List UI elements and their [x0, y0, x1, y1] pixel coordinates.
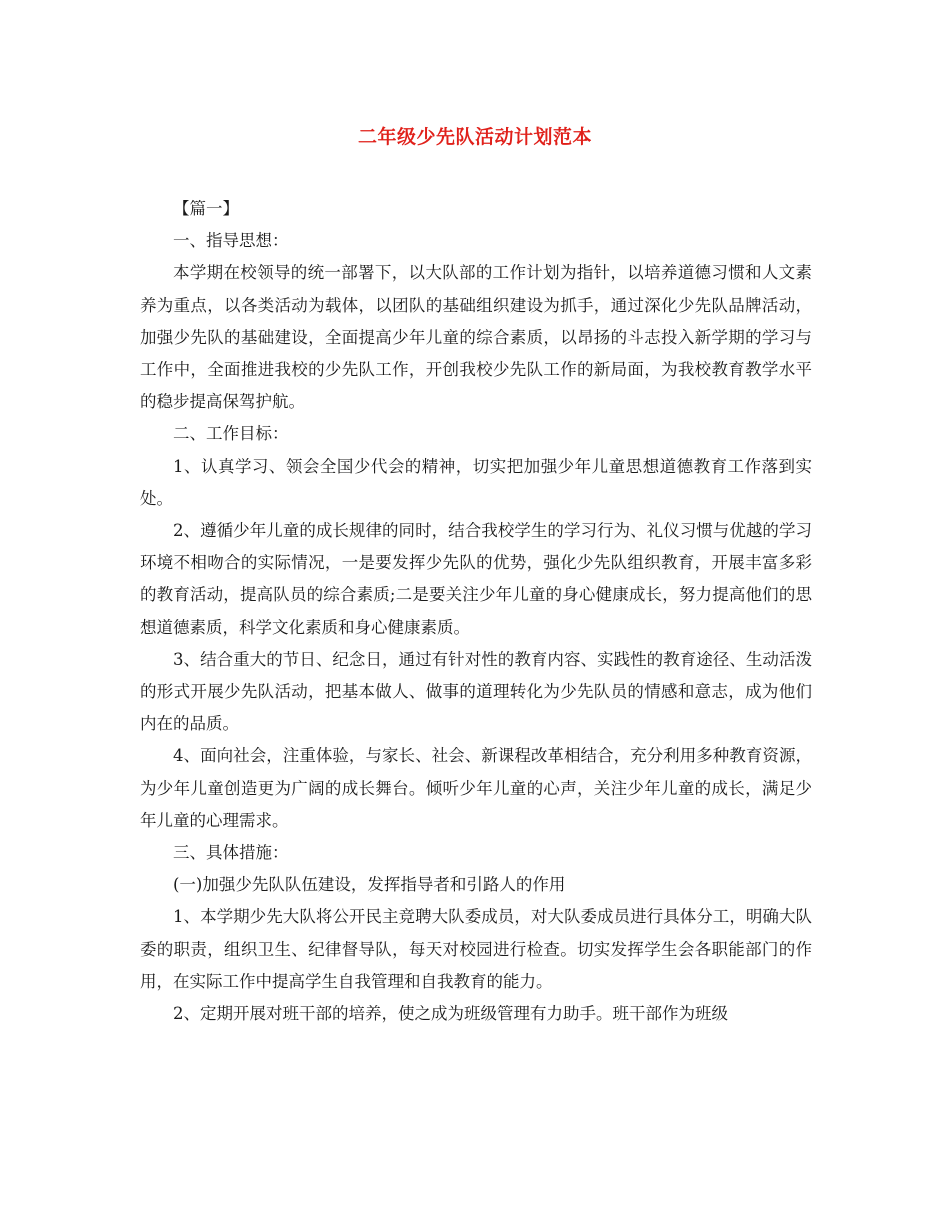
- document-title: 二年级少先队活动计划范本: [357, 126, 592, 148]
- paragraph-goal-4: 4、面向社会，注重体验，与家长、社会、新课程改革相结合，充分利用多种教育资源，为少年儿童创造更为广阔的成长舞台。倾听少年儿童的心声，关注少年儿童的成长，满足少年儿童的心理需求。: [140, 746, 812, 830]
- section-marker: 【篇一】: [173, 199, 239, 218]
- subheading-measure-1: (一)加强少先队队伍建设，发挥指导者和引路人的作用: [173, 875, 566, 895]
- paragraph-goal-3: 3、结合重大的节日、纪念日，通过有针对性的教育内容、实践性的教育途径、生动活泼的形式开展少先队活动，把基本做人、做事的道理转化为少先队员的情感和意志，成为他们内在的品质。: [140, 649, 812, 734]
- document-body: [140, 193, 812, 1030]
- paragraph-goal-2: 2、遵循少年儿童的成长规律的同时，结合我校学生的学习行为、礼仪习惯与优越的学习环境不相吻合的实际情况，一是要发挥少先队的优势，强化少先队组织教育，开展丰富多彩的教育活动，提高队员的综合素质;二是要关注少年儿童的身心健康成长，努力提高他们的思想道德素质，科学文化素质和身心健康素质。: [140, 521, 812, 637]
- heading-measures: 三、具体措施：: [173, 843, 289, 863]
- paragraph-measure-1-2: 2、定期开展对班干部的培养，使之成为班级管理有力助手。班干部作为班级: [173, 1004, 728, 1024]
- paragraph-guiding-idea: 本学期在校领导的统一部署下，以大队部的工作计划为指针，以培养道德习惯和人文素养为重点，以各类活动为载体，以团队的基础组织建设为抓手，通过深化少先队品牌活动，加强少先队的基础建设，全面提高少年儿童的综合素质，以昂扬的斗志投入新学期的学习与工作中，全面推进我校的少先队工作，开创我校少先队工作的新局面，为我校教育教学水平的稳步提高保驾护航。: [140, 263, 812, 412]
- heading-work-goals: 二、工作目标：: [173, 424, 289, 444]
- paragraph-goal-1: 1、认真学习、领会全国少代会的精神，切实把加强少年儿童思想道德教育工作落到实处。: [140, 456, 812, 508]
- paragraph-measure-1-1: 1、本学期少先大队将公开民主竞聘大队委成员，对大队委成员进行具体分工，明确大队委的职责，组织卫生、纪律督导队，每天对校园进行检查。切实发挥学生会各职能部门的作用，在实际工作中提高学生自我管理和自我教育的能力。: [140, 907, 812, 991]
- heading-guiding-idea: 一、指导思想：: [173, 231, 289, 251]
